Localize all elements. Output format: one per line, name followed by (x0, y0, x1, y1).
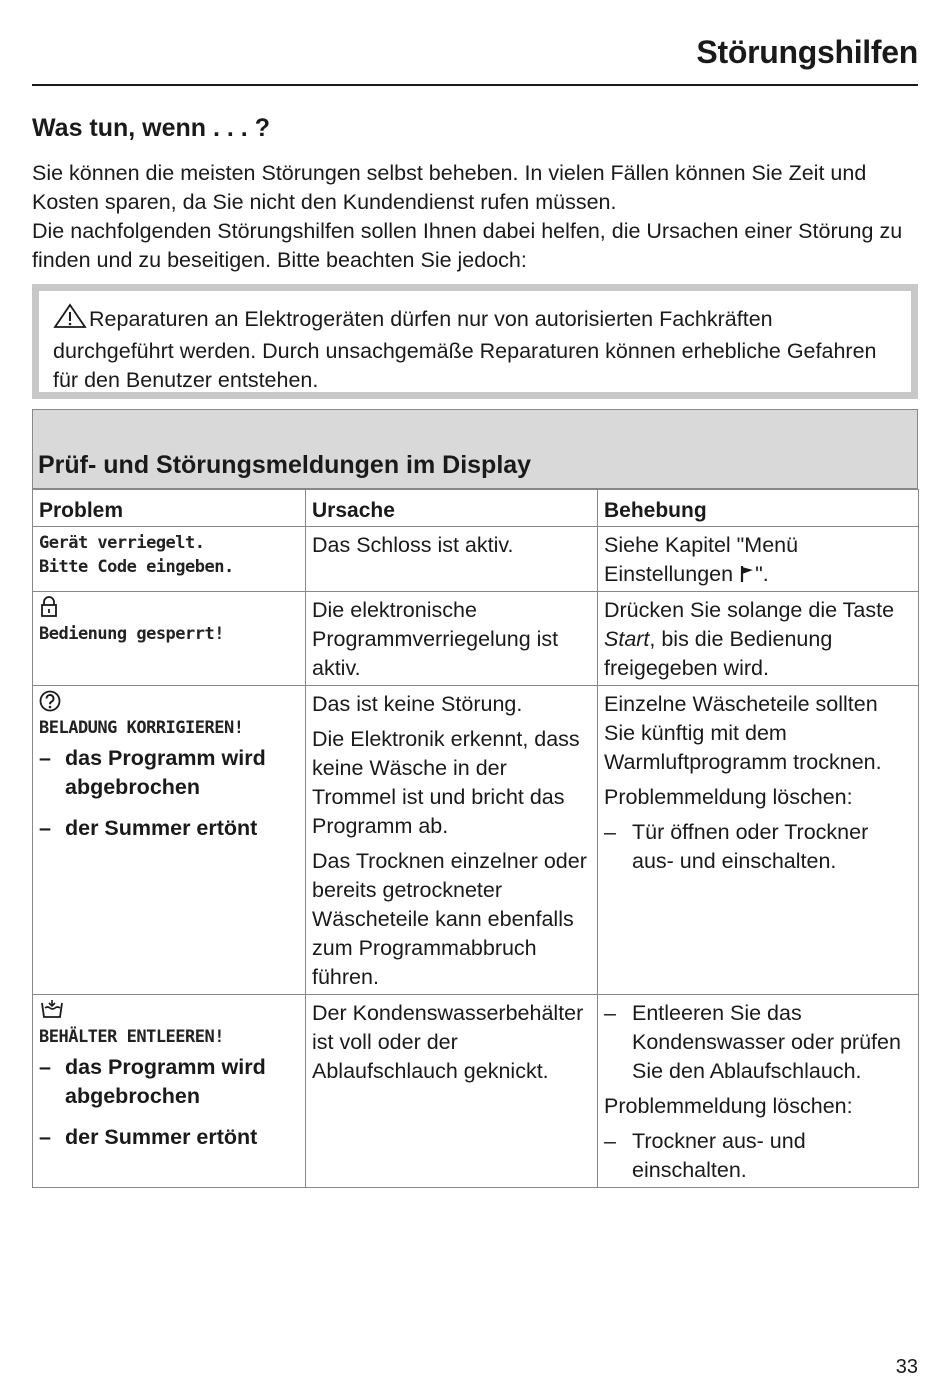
table-header (32, 409, 918, 489)
page-header (32, 28, 918, 86)
list-item: – das Programm wird abgebrochen (39, 1053, 299, 1111)
remedy-paragraph: Einzelne Wäscheteile sollten Sie künftig mit dem Warmluftprogramm trocknen. (604, 692, 882, 774)
remedy-clear-label: Problemmeldung löschen: (604, 785, 853, 809)
remedy-clear-label: Problemmeldung löschen: (604, 1094, 853, 1118)
table-title: Prüf- und Störungsmeldungen im Display (38, 451, 532, 479)
cause-cell (306, 686, 598, 995)
table-row (33, 527, 919, 592)
display-line: Bitte Code eingeben. (39, 557, 234, 577)
intro-text (32, 159, 912, 275)
question-circle-icon (39, 690, 299, 716)
start-key-label: Start (604, 627, 650, 651)
list-item: – der Summer ertönt (39, 814, 299, 843)
display-line: BEHÄLTER ENTLEEREN! (39, 1027, 224, 1047)
table-row (33, 686, 919, 995)
table-header-row (33, 490, 919, 527)
remedy-text-end: , bis die Bedienung freigegeben wird. (604, 627, 833, 680)
warning-text: Reparaturen an Elektrogeräten dürfen nur von autorisierten Fachkräften durchgeführt werden. Durch unsachgemäße Reparaturen können erhebliche Gefahren für den Benutzer entstehen. (53, 307, 877, 392)
display-line: Gerät verriegelt. (39, 533, 205, 553)
display-line: BELADUNG KORRIGIEREN! (39, 718, 244, 738)
error-table (32, 409, 918, 1188)
problem-cell (33, 995, 306, 1188)
table-row (33, 995, 919, 1188)
display-message (39, 622, 299, 646)
remedy-text-end: ". (755, 562, 769, 586)
intro-paragraph-1: Sie können die meisten Störungen selbst beheben. In vielen Fällen können Sie Zeit und Kosten sparen, da Sie nicht den Kundendienst rufen müssen. (32, 161, 867, 214)
remedy-text: Siehe Kapitel "Menü Einstellungen (604, 533, 799, 586)
cause-cell: Die elektronische Programmverriegelung ist aktiv. (306, 592, 598, 686)
intro-paragraph-2: Die nachfolgenden Störungshilfen sollen Ihnen dabei helfen, die Ursachen einer Störung zu finden und zu beseitigen. Bitte beachten Sie jedoch: (32, 219, 903, 272)
problem-cell (33, 592, 306, 686)
list-item: – das Programm wird abgebrochen (39, 744, 299, 802)
list-item: – der Summer ertönt (39, 1123, 299, 1152)
padlock-icon (39, 596, 299, 622)
problem-cell (33, 527, 306, 592)
remedy-cell (598, 995, 919, 1188)
water-container-icon (39, 999, 299, 1025)
problem-cell (33, 686, 306, 995)
cause-paragraph: Das ist keine Störung. (312, 692, 523, 716)
remedy-cell (598, 592, 919, 686)
list-item: – Entleeren Sie das Kondenswasser oder prüfen Sie den Ablaufschlauch. (604, 999, 912, 1086)
display-message (39, 716, 299, 740)
remedy-cell (598, 527, 919, 592)
warning-box (32, 284, 918, 399)
display-message (39, 531, 299, 579)
table-row (33, 592, 919, 686)
cause-cell: Der Kondenswasserbehälter ist voll oder der Ablaufschlauch geknickt. (306, 995, 598, 1188)
section-title: Was tun, wenn . . . ? (32, 114, 270, 142)
warning-triangle-icon (53, 303, 87, 337)
list-item: – Trockner aus- und einschalten. (604, 1127, 912, 1185)
error-table-grid (32, 489, 919, 1188)
column-header-cause: Ursache (306, 490, 598, 527)
page-number: 33 (895, 1356, 918, 1378)
column-header-problem: Problem (33, 490, 306, 527)
page-title: Störungshilfen (696, 34, 918, 70)
cause-cell: Das Schloss ist aktiv. (306, 527, 598, 592)
column-header-remedy: Behebung (598, 490, 919, 527)
remedy-cell (598, 686, 919, 995)
cause-paragraph: Die Elektronik erkennt, dass keine Wäsche in der Trommel ist und bricht das Programm ab. (312, 727, 580, 838)
flag-icon (739, 562, 755, 586)
display-message (39, 1025, 299, 1049)
remedy-text: Drücken Sie solange die Taste (604, 598, 895, 622)
list-item: – Tür öffnen oder Trockner aus- und einschalten. (604, 818, 912, 876)
display-line: Bedienung gesperrt! (39, 624, 224, 644)
cause-paragraph: Das Trocknen einzelner oder bereits getrockneter Wäscheteile kann ebenfalls zum Programmabbruch führen. (312, 849, 587, 989)
